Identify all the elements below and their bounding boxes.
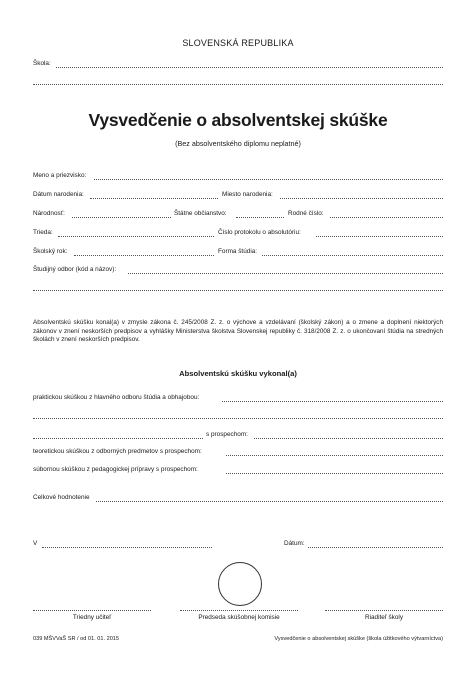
citizenship-label: Štátne občianstvo: xyxy=(174,210,227,217)
practical-exam-field-line3[interactable] xyxy=(33,438,203,439)
chair-signature-line[interactable] xyxy=(180,610,298,611)
date-label: Dátum: xyxy=(284,540,305,547)
practical-grade-field[interactable] xyxy=(254,438,443,439)
date-field[interactable] xyxy=(308,547,443,548)
class-label: Trieda: xyxy=(33,229,53,236)
birth-date-field[interactable] xyxy=(90,198,218,199)
pedagogical-exam-label: súbornou skúškou z pedagogickej prípravy s prospechom: xyxy=(33,466,198,473)
birth-date-label: Dátum narodenia: xyxy=(33,191,84,198)
birth-number-field[interactable] xyxy=(330,217,443,218)
practical-exam-label: praktickou skúškou z hlavného odboru štúdia a obhajobou: xyxy=(33,394,200,401)
class-teacher-signature-line[interactable] xyxy=(33,610,151,611)
chair-caption: Predseda skúšobnej komisie xyxy=(198,614,280,621)
nationality-field[interactable] xyxy=(72,217,171,218)
principal-signature-line[interactable] xyxy=(325,610,443,611)
name-label: Meno a priezvisko: xyxy=(33,172,87,179)
document-subtitle: (Bez absolventského diplomu neplatné) xyxy=(175,139,301,148)
form-code: 039 MŠVVaŠ SR / od 01. 01. 2015 xyxy=(33,636,120,642)
official-stamp-circle xyxy=(218,562,262,606)
pedagogical-exam-field[interactable] xyxy=(226,473,443,474)
protocol-number-field[interactable] xyxy=(316,236,443,237)
study-field-field[interactable] xyxy=(128,273,443,274)
protocol-number-label: Číslo protokolu o absolutóriu: xyxy=(218,229,301,236)
form-description: Vysvedčenie o absolventskej skúške (škola úžitkového výtvarníctva) xyxy=(274,636,443,642)
place-label: V xyxy=(33,540,38,547)
school-year-field[interactable] xyxy=(74,255,214,256)
nationality-label: Národnosť: xyxy=(33,210,65,217)
citizenship-field[interactable] xyxy=(236,217,284,218)
overall-rating-label: Celkové hodnotenie xyxy=(33,494,90,501)
theoretical-exam-label: teoretickou skúškou z odborných predmetov s prospechom: xyxy=(33,448,202,455)
practical-exam-field-line2[interactable] xyxy=(33,418,443,419)
school-label: Škola: xyxy=(33,60,51,67)
overall-rating-field[interactable] xyxy=(96,501,443,502)
legal-paragraph: Absolventskú skúšku konal(a) v zmysle zákona č. 245/2008 Z. z. o výchove a vzdelávaní (školský zákon) a o zmene a doplnení niektorých zákonov v znení neskorších predpisov a vyhlášky Ministerstva školstva Slovenskej republiky č. 318/2008 Z. z. o ukončovaní štúdia na stredných školách v znení neskorších predpisov. xyxy=(33,319,443,344)
study-form-field[interactable] xyxy=(262,255,443,256)
exam-heading: Absolventskú skúšku vykonal(a) xyxy=(179,369,297,378)
school-year-label: Školský rok: xyxy=(33,248,68,255)
principal-caption: Riaditeľ školy xyxy=(364,614,404,621)
birth-place-field[interactable] xyxy=(280,198,443,199)
theoretical-exam-field[interactable] xyxy=(226,455,443,456)
practical-grade-label: s prospechom: xyxy=(206,431,248,438)
school-field-line2[interactable] xyxy=(33,84,443,85)
class-field[interactable] xyxy=(58,236,214,237)
practical-exam-field[interactable] xyxy=(222,401,443,402)
study-form-label: Forma štúdia: xyxy=(218,248,258,255)
study-field-label: Študijný odbor (kód a názov): xyxy=(33,266,117,273)
place-field[interactable] xyxy=(42,547,212,548)
school-field[interactable] xyxy=(56,67,443,68)
birth-place-label: Miesto narodenia: xyxy=(222,191,273,198)
republic-heading: SLOVENSKÁ REPUBLIKA xyxy=(182,38,294,48)
birth-number-label: Rodné číslo: xyxy=(288,210,324,217)
study-field-field-line2[interactable] xyxy=(33,290,443,291)
class-teacher-caption: Triedny učiteľ xyxy=(72,614,112,621)
name-field[interactable] xyxy=(94,179,443,180)
document-title: Vysvedčenie o absolventskej skúške xyxy=(88,110,388,130)
